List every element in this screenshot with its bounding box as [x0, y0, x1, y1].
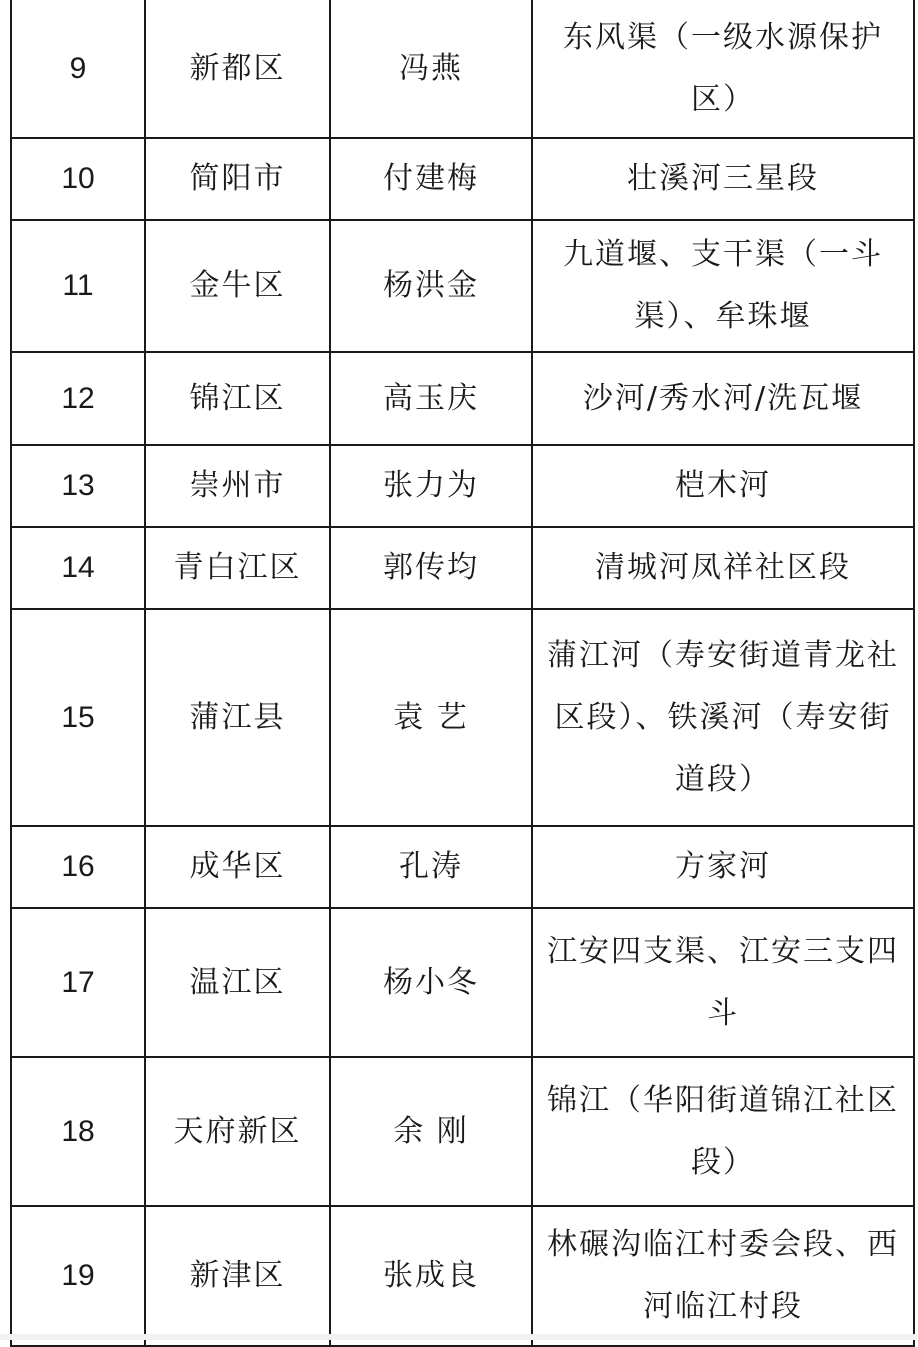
row-number: 19 [11, 1206, 145, 1346]
table-row [11, 0, 914, 138]
district-cell: 蒲江县 [145, 609, 330, 826]
table-row [11, 138, 914, 220]
district-cell: 崇州市 [145, 445, 330, 527]
row-number: 17 [11, 908, 145, 1057]
district-cell: 简阳市 [145, 138, 330, 220]
district-cell: 新津区 [145, 1206, 330, 1346]
river-segment-cell: 方家河 [532, 826, 914, 908]
river-segment-cell: 锦江（华阳街道锦江社区段） [532, 1057, 914, 1206]
table-row [11, 826, 914, 908]
table-row [11, 352, 914, 445]
table-row [11, 1057, 914, 1206]
person-cell: 付建梅 [330, 138, 532, 220]
river-segment-cell: 蒲江河（寿安街道青龙社区段）、铁溪河（寿安街道段） [532, 609, 914, 826]
table-row [11, 220, 914, 352]
row-number: 15 [11, 609, 145, 826]
person-cell: 余 刚 [330, 1057, 532, 1206]
river-segment-cell: 沙河/秀水河/洗瓦堰 [532, 352, 914, 445]
river-chief-table [10, 0, 915, 1347]
river-segment-cell: 桤木河 [532, 445, 914, 527]
district-cell: 青白江区 [145, 527, 330, 609]
row-number: 9 [11, 0, 145, 138]
river-segment-cell: 江安四支渠、江安三支四斗 [532, 908, 914, 1057]
table-row [11, 527, 914, 609]
river-segment-cell: 壮溪河三星段 [532, 138, 914, 220]
person-cell: 高玉庆 [330, 352, 532, 445]
person-cell: 袁 艺 [330, 609, 532, 826]
row-number: 14 [11, 527, 145, 609]
row-number: 13 [11, 445, 145, 527]
person-cell: 张成良 [330, 1206, 532, 1346]
river-segment-cell: 东风渠（一级水源保护区） [532, 0, 914, 138]
table-row [11, 908, 914, 1057]
river-segment-cell: 九道堰、支干渠（一斗渠）、牟珠堰 [532, 220, 914, 352]
district-cell: 温江区 [145, 908, 330, 1057]
person-cell: 孔涛 [330, 826, 532, 908]
district-cell: 天府新区 [145, 1057, 330, 1206]
row-number: 16 [11, 826, 145, 908]
river-segment-cell: 清城河凤祥社区段 [532, 527, 914, 609]
district-cell: 新都区 [145, 0, 330, 138]
district-cell: 成华区 [145, 826, 330, 908]
table-row [11, 609, 914, 826]
table-row [11, 1206, 914, 1346]
table-row [11, 445, 914, 527]
person-cell: 郭传均 [330, 527, 532, 609]
person-cell: 张力为 [330, 445, 532, 527]
row-number: 11 [11, 220, 145, 352]
river-segment-cell: 林碾沟临江村委会段、西河临江村段 [532, 1206, 914, 1346]
person-cell: 杨小冬 [330, 908, 532, 1057]
row-number: 12 [11, 352, 145, 445]
district-cell: 锦江区 [145, 352, 330, 445]
district-cell: 金牛区 [145, 220, 330, 352]
row-number: 10 [11, 138, 145, 220]
page-bottom-edge [0, 1334, 918, 1340]
person-cell: 冯燕 [330, 0, 532, 138]
person-cell: 杨洪金 [330, 220, 532, 352]
row-number: 18 [11, 1057, 145, 1206]
